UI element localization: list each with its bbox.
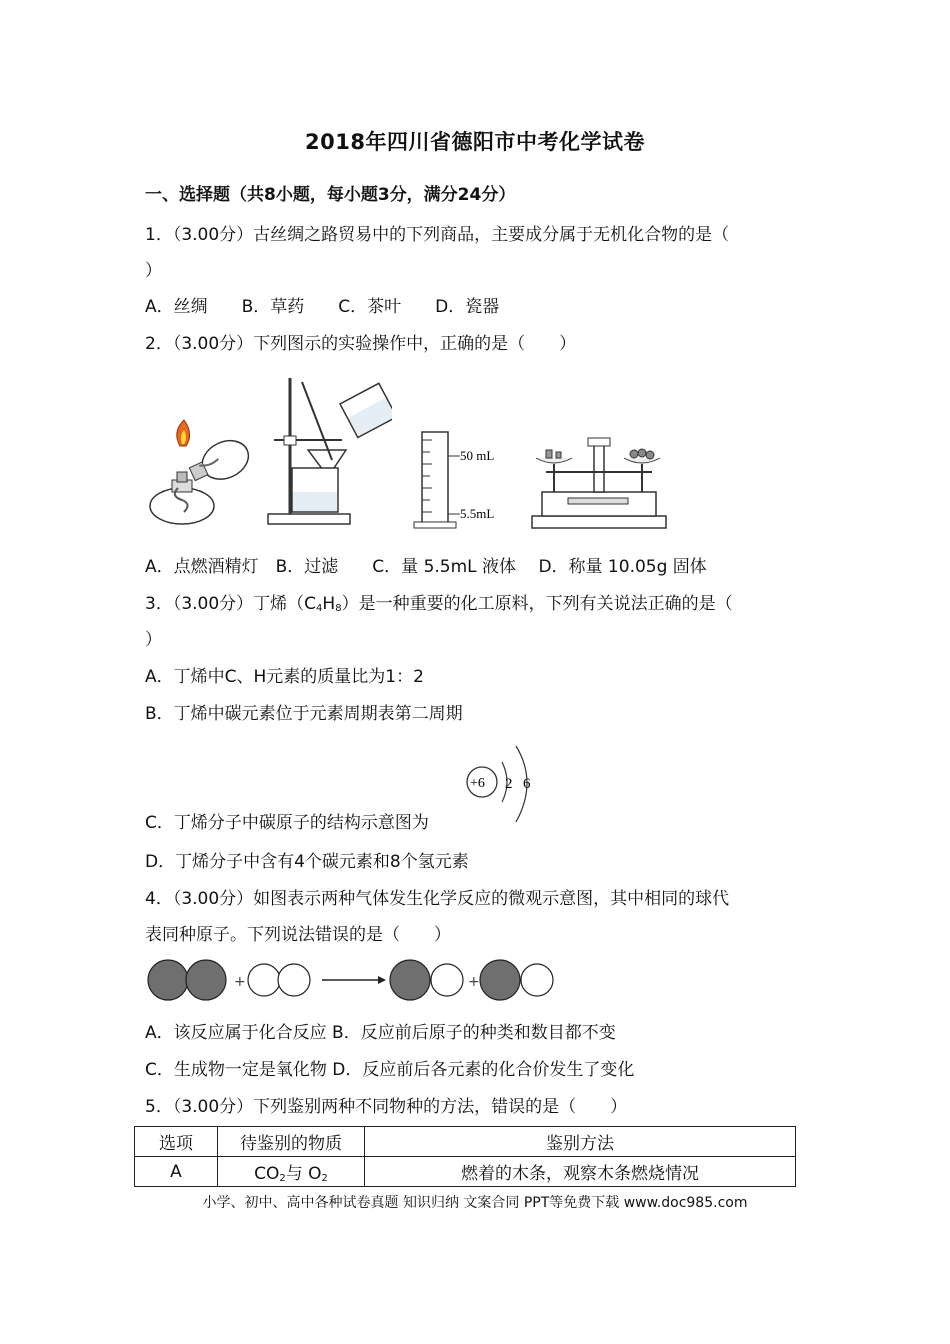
q3-stem-mid: H xyxy=(322,594,336,614)
dark-atom xyxy=(390,960,430,1000)
q3-option-d: D．丁烯分子中含有4个碳元素和8个氢元素 xyxy=(145,852,469,872)
q1-options: A．丝绸 B．草药 C．茶叶 D．瓷器 xyxy=(145,297,500,317)
q3-sub4: 4 xyxy=(316,603,323,614)
section-heading: 一、选择题（共8小题，每小题3分，满分24分） xyxy=(145,185,516,205)
co2-text: CO xyxy=(254,1164,280,1184)
balance-scale-figure xyxy=(528,436,672,530)
atom-nucleus-label: +6 xyxy=(470,776,485,791)
light-atom xyxy=(431,964,463,996)
and-o2-text: 与 O xyxy=(285,1164,322,1184)
cylinder-top-label: 50 mL xyxy=(460,448,495,463)
light-atom xyxy=(521,964,553,996)
q3-stem xyxy=(145,589,733,614)
q4-options-ab: A．该反应属于化合反应 B．反应前后原子的种类和数目都不变 xyxy=(145,1023,616,1043)
graduated-cylinder-figure xyxy=(410,428,500,532)
q1-stem-end: ） xyxy=(145,261,162,281)
q4-stem: 4．（3.00分）如图表示两种气体发生化学反应的微观示意图，其中相同的球代 xyxy=(145,889,730,909)
atom-shell2-label: 6 xyxy=(523,776,531,792)
exam-title: 2018年四川省德阳市中考化学试卷 xyxy=(305,130,645,154)
light-atom xyxy=(248,964,280,996)
plus-sign: + xyxy=(234,974,246,990)
table-header-row xyxy=(135,1127,796,1157)
q3-stem-post: ）是一种重要的化工原料，下列有关说法正确的是（ xyxy=(341,594,733,614)
q3-option-a: A．丁烯中C、H元素的质量比为1：2 xyxy=(145,667,424,687)
q3-option-b: B．丁烯中碳元素位于元素周期表第二周期 xyxy=(145,704,463,724)
q4-options-cd: C．生成物一定是氧化物 D．反应前后各元素的化合价发生了变化 xyxy=(145,1060,635,1080)
alcohol-lamp-figure xyxy=(142,418,250,530)
table-header-option: 选项 xyxy=(135,1127,218,1157)
table-cell-option: A xyxy=(135,1157,218,1187)
cylinder-bottom-label: 5.5mL xyxy=(460,506,495,521)
table-header-method: 鉴别方法 xyxy=(365,1127,796,1157)
dark-atom xyxy=(480,960,520,1000)
table-row xyxy=(135,1157,796,1187)
q5-table xyxy=(134,1126,796,1187)
reaction-micro-diagram xyxy=(142,956,562,1006)
dark-atom xyxy=(148,960,188,1000)
plus-sign: + xyxy=(468,974,480,990)
q2-stem: 2．（3.00分）下列图示的实验操作中，正确的是（ ） xyxy=(145,334,577,354)
light-atom xyxy=(278,964,310,996)
q3-stem-pre: 3．（3.00分）丁烯（C xyxy=(145,594,317,614)
page-footer: 小学、初中、高中各种试卷真题 知识归纳 文案合同 PPT等免费下载 www.doc985.com xyxy=(202,1195,748,1211)
q5-stem: 5．（3.00分）下列鉴别两种不同物种的方法，错误的是（ ） xyxy=(145,1097,628,1117)
q1-stem: 1．（3.00分）古丝绸之路贸易中的下列商品，主要成分属于无机化合物的是（ xyxy=(145,225,730,245)
o2-sub: 2 xyxy=(321,1173,328,1184)
table-header-substance: 待鉴别的物质 xyxy=(218,1127,365,1157)
q3-stem-end: ） xyxy=(145,630,162,650)
q3-option-c: C．丁烯分子中碳原子的结构示意图为 xyxy=(145,813,429,833)
table-cell-method: 燃着的木条，观察木条燃烧情况 xyxy=(365,1157,796,1187)
table-cell-substance xyxy=(218,1157,365,1187)
dark-atom xyxy=(186,960,226,1000)
q3-sub8: 8 xyxy=(335,603,342,614)
co2-sub: 2 xyxy=(279,1173,286,1184)
q4-stem-cont: 表同种原子。下列说法错误的是（ ） xyxy=(145,925,451,945)
q2-options: A．点燃酒精灯 B．过滤 C．量 5.5mL 液体 D．称量 10.05g 固体 xyxy=(145,557,707,577)
filtration-figure xyxy=(262,374,392,528)
carbon-atom-structure-diagram xyxy=(460,738,540,826)
atom-shell1-label: 2 xyxy=(505,776,513,792)
